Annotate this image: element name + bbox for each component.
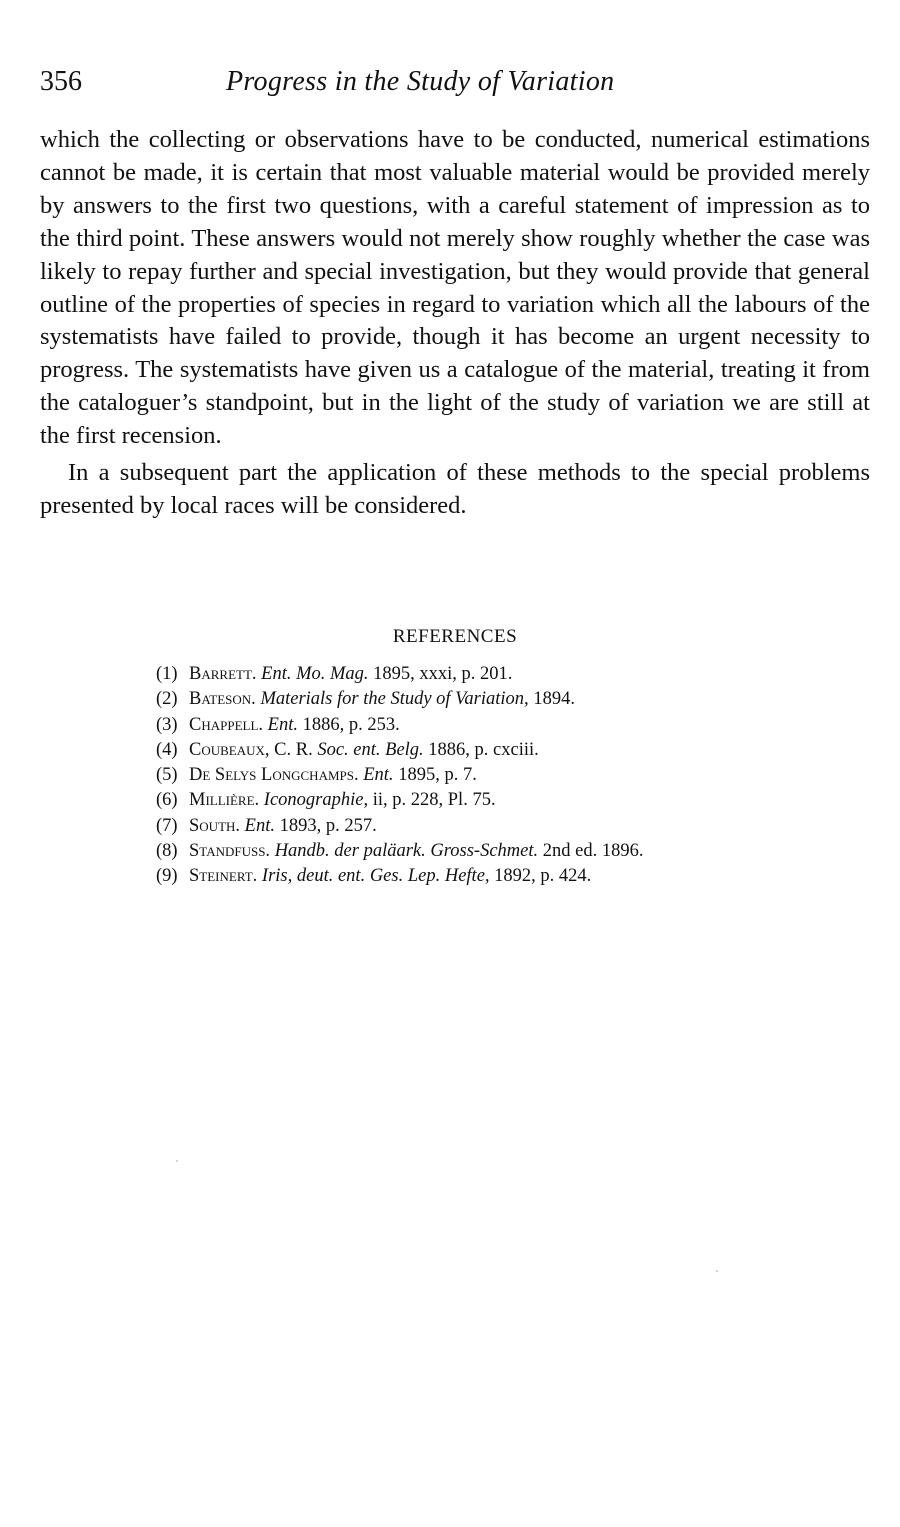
references-list <box>156 662 856 890</box>
reference-author: Steinert. <box>189 866 258 887</box>
paper-speck <box>716 1270 718 1272</box>
reference-title: Iconographie, <box>263 790 369 811</box>
reference-title: Iris, deut. ent. Ges. Lep. Hefte, <box>261 866 490 887</box>
reference-item <box>156 864 856 889</box>
references-heading: REFERENCES <box>392 626 518 647</box>
reference-title: Materials for the Study of Variation, <box>260 689 529 710</box>
reference-item <box>156 713 856 738</box>
reference-number: (9) <box>156 866 178 887</box>
reference-details: ii, p. 228, Pl. 75. <box>368 790 496 811</box>
reference-title: Ent. <box>244 815 275 836</box>
reference-item <box>156 662 856 687</box>
reference-title: Soc. ent. Belg. <box>317 739 424 760</box>
reference-details: 2nd ed. 1896. <box>538 841 644 862</box>
body-paragraph: In a subsequent part the application of these methods to the special problems presented by local races will be considered. <box>40 459 870 519</box>
reference-number: (3) <box>156 714 178 735</box>
reference-details: 1895, p. 7. <box>393 765 477 786</box>
reference-number: (2) <box>156 689 178 710</box>
reference-item <box>156 839 856 864</box>
reference-author: South. <box>189 815 241 836</box>
reference-details: 1886, p. cxciii. <box>423 739 539 760</box>
reference-item <box>156 763 856 788</box>
reference-number: (1) <box>156 664 178 684</box>
reference-details: 1886, p. 253. <box>297 714 400 735</box>
reference-details: 1892, p. 424. <box>489 866 592 887</box>
paper-speck <box>176 1160 178 1162</box>
reference-item <box>156 687 856 712</box>
reference-item <box>156 738 856 763</box>
reference-item <box>156 814 856 839</box>
reference-number: (4) <box>156 739 178 760</box>
reference-item <box>156 788 856 813</box>
reference-author: Coubeaux, C. R. <box>189 739 313 760</box>
reference-number: (7) <box>156 815 178 836</box>
page-header <box>40 62 870 102</box>
reference-number: (5) <box>156 765 178 786</box>
body-text <box>40 124 870 523</box>
page-number: 356 <box>40 66 82 97</box>
reference-author: Bateson. <box>189 689 256 710</box>
reference-author: Chappell. <box>189 714 264 735</box>
reference-title: Ent. <box>363 765 394 786</box>
reference-details: 1894. <box>528 689 575 710</box>
reference-author: Barrett. <box>189 664 257 684</box>
reference-author: Standfuss. <box>189 841 271 862</box>
reference-title: Ent. <box>267 714 298 735</box>
reference-author: Millière. <box>189 790 260 811</box>
reference-author: De Selys Longchamps. <box>189 765 359 786</box>
reference-number: (6) <box>156 790 178 811</box>
reference-title: Ent. Mo. Mag. <box>261 664 369 684</box>
reference-number: (8) <box>156 841 178 862</box>
body-paragraph: which the collecting or observations have to be conducted, numerical estimations cannot be made, it is certain that most valuable material would be provided merely by answers to the first two questions, with a careful statement of impression as to the third point. These answers would not merely show roughly whether the case was likely to repay further and special investigation, but they would provide that general outline of the properties of species in regard to variation which all the labours of the systematists have failed to provide, though it has become an urgent necessity to progress. The systematists have given us a catalogue of the material, treating it from the cataloguer’s standpoint, but in the light of the study of variation we are still at the first recension. <box>40 126 870 450</box>
running-title: Progress in the Study of Variation <box>226 66 615 97</box>
reference-details: 1895, xxxi, p. 201. <box>368 664 513 684</box>
reference-title: Handb. der paläark. Gross-Schmet. <box>274 841 539 862</box>
reference-details: 1893, p. 257. <box>274 815 377 836</box>
